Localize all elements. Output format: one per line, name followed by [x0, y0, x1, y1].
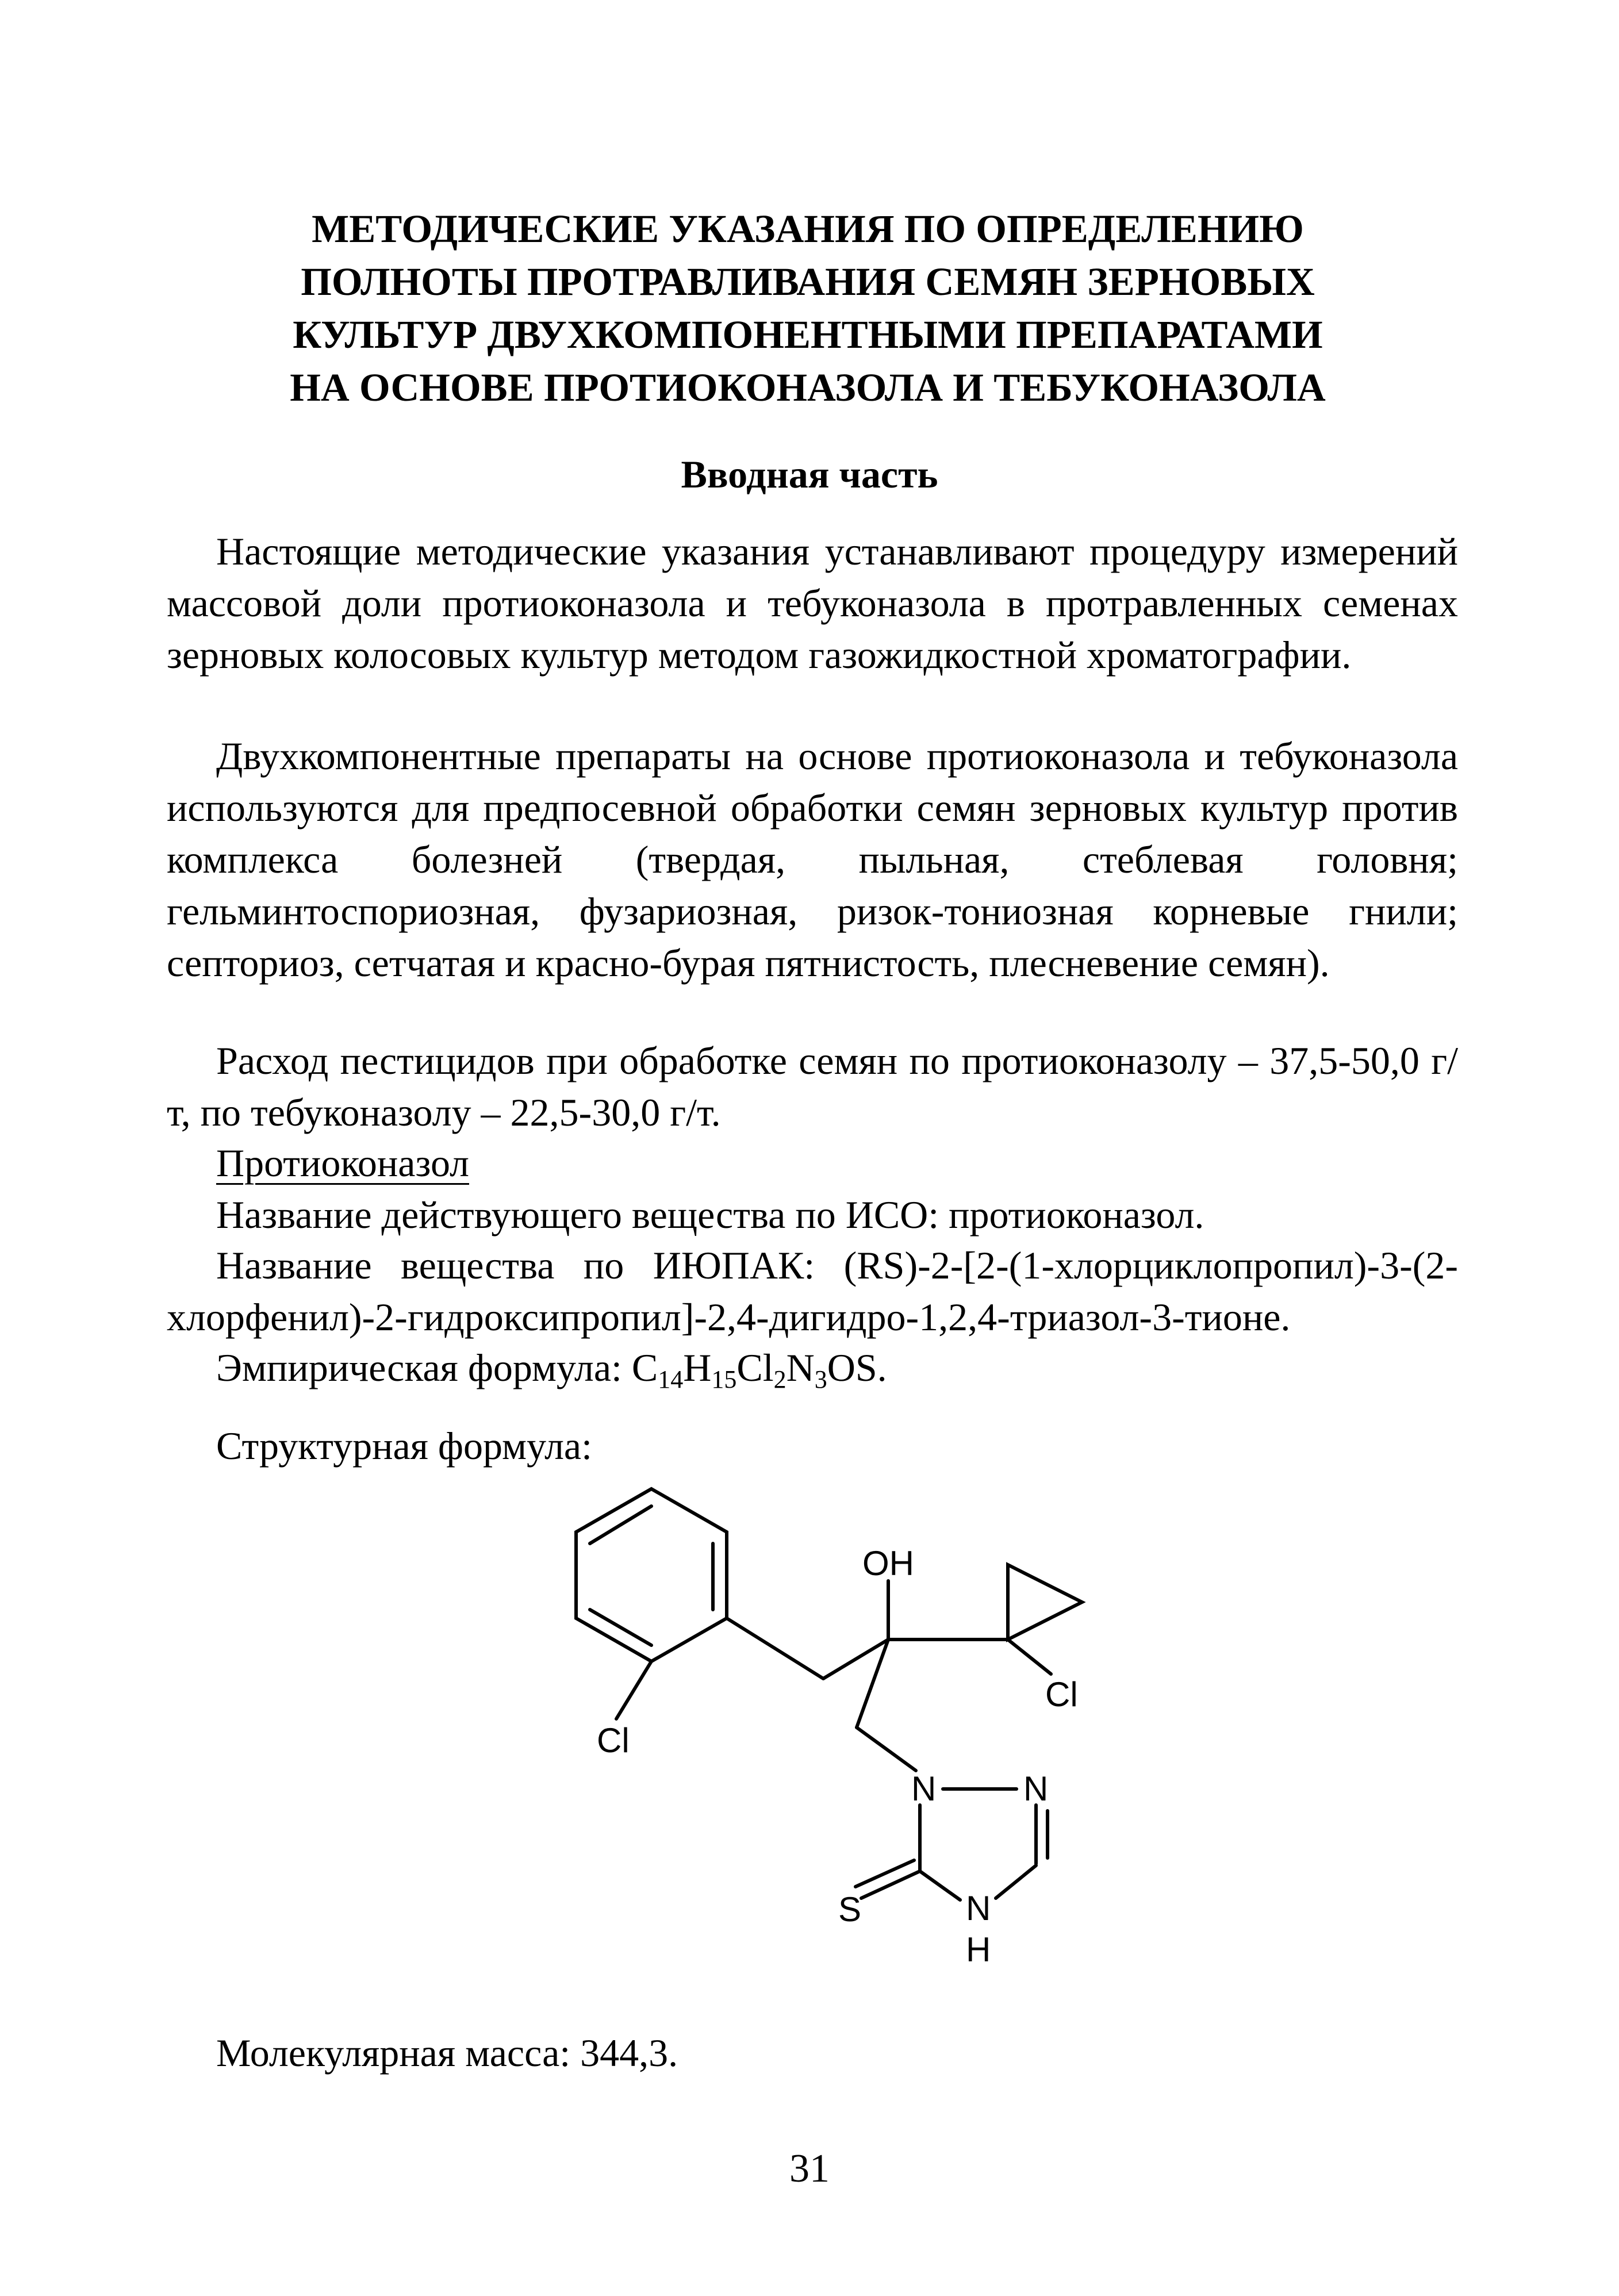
bond-c-to-s-2 [855, 1860, 914, 1887]
consumption-paragraph: Расход пестицидов при обработке семян по протиоконазолу – 37,5-50,0 г/т, по тебуконазолу – 22,5-30,0 г/т. [167, 1039, 1458, 1134]
iso-name: Название действующего вещества по ИСО: протиоконазол. [216, 1193, 1204, 1237]
bond-cyclopropyl-to-cl [1008, 1640, 1051, 1674]
document-title [172, 202, 1443, 414]
prothioconazole-structure [517, 1466, 1127, 1983]
bond-c-to-ch2b [857, 1640, 888, 1727]
bond-ch2b-to-n1 [857, 1727, 916, 1771]
page-number: 31 [789, 2147, 830, 2191]
title-line: НА ОСНОВЕ ПРОТИОКОНАЗОЛА И ТЕБУКОНАЗОЛА [290, 366, 1326, 409]
atom-nh-n: N [966, 1889, 991, 1928]
atom-cl-phenyl: Cl [597, 1721, 630, 1760]
formula-symbol: H [683, 1346, 712, 1389]
usage-paragraph: Двухкомпонентные препараты на основе протиоконазола и тебуконазола используются для предпосевной обработки семян зерновых культур против комплекса болезней (твердая, пыльная, стеблевая головня; гельминтоспориозная, фузариозная, ризок-тониозная корневые гнили; септориоз, сетчатая и красно-бурая пятнистость, плесневение семян). [167, 734, 1458, 985]
formula-subscript: 2 [773, 1365, 787, 1393]
bond-ring-to-cl [616, 1661, 651, 1719]
benzene-ring [576, 1489, 727, 1661]
section-title: Вводная часть [681, 452, 938, 496]
atom-n1: N [911, 1769, 937, 1808]
atom-cl-cyclopropyl: Cl [1045, 1675, 1078, 1714]
iupac-name: Название вещества по ИЮПАК: (RS)-2-[2-(1-хлорциклопропил)-3-(2-хлорфенил)-2-гидроксипропил]-2,4-дигидро-1,2,4-триазол-3-тионе. [167, 1243, 1458, 1339]
formula-symbol: OS. [827, 1346, 887, 1389]
bond-ring-to-ch2 [727, 1618, 823, 1679]
atom-oh: OH [862, 1544, 914, 1583]
title-line: КУЛЬТУР ДВУХКОМПОНЕНТНЫМИ ПРЕПАРАТАМИ [293, 313, 1323, 356]
atom-s: S [838, 1890, 862, 1929]
atom-n2: N [1023, 1769, 1049, 1808]
bond-ch2-to-c [823, 1640, 888, 1679]
formula-symbol: N [786, 1346, 815, 1389]
empirical-formula [216, 1342, 887, 1393]
formula-label: Эмпирическая формула: [216, 1346, 632, 1389]
formula-subscript: 3 [814, 1365, 827, 1393]
formula-symbol: C [631, 1346, 658, 1389]
title-line: МЕТОДИЧЕСКИЕ УКАЗАНИЯ ПО ОПРЕДЕЛЕНИЮ [312, 207, 1304, 251]
substance-heading: Протиоконазол [216, 1141, 469, 1185]
cyclopropane-ring [1008, 1565, 1082, 1640]
title-line: ПОЛНОТЫ ПРОТРАВЛИВАНИЯ СЕМЯН ЗЕРНОВЫХ [301, 260, 1315, 304]
formula-subscript: 14 [658, 1365, 684, 1393]
intro-paragraph: Настоящие методические указания устанавливают процедуру измерений массовой доли протиоконазола и тебуконазола в протравленных семенах зерновых колосовых культур методом газожидкостной хроматографии. [167, 529, 1458, 677]
atom-nh-h: H [966, 1930, 991, 1969]
formula-subscript: 15 [711, 1365, 737, 1393]
structural-formula-label: Структурная формула: [216, 1424, 593, 1468]
bond-c-to-s-1 [861, 1871, 920, 1898]
formula-symbol: Cl [736, 1346, 774, 1389]
molar-mass: Молекулярная масса: 344,3. [216, 2031, 678, 2075]
